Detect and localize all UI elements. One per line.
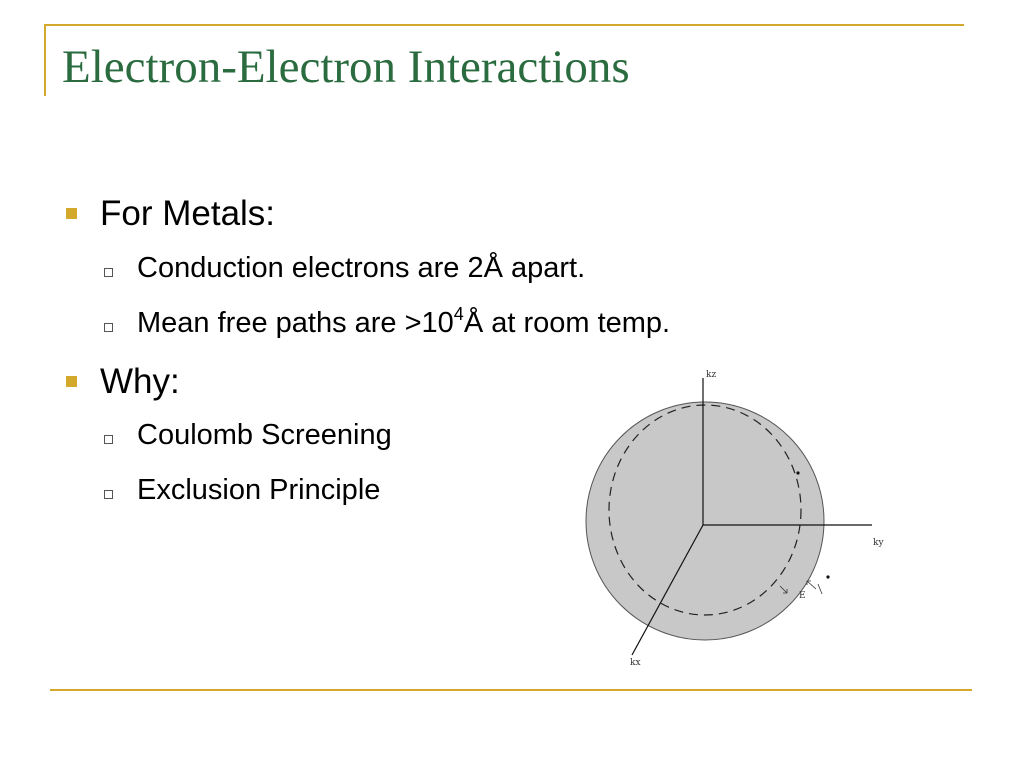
hollow-square-bullet-icon bbox=[104, 435, 113, 444]
ky-label: ky bbox=[873, 538, 884, 548]
mean-free-path-unit-text: Å at room temp. bbox=[463, 307, 671, 339]
bullet-text: For Metals: bbox=[100, 194, 276, 233]
sub-bullet-text: Coulomb Screening bbox=[137, 419, 392, 451]
fermi-sphere bbox=[586, 402, 824, 640]
sub-bullet-text: Exclusion Principle bbox=[137, 474, 381, 506]
energy-label: E bbox=[799, 591, 806, 601]
fermi-sphere-diagram bbox=[560, 360, 900, 670]
exponent: 4 bbox=[453, 304, 464, 324]
slide-title: Electron-Electron Interactions bbox=[62, 41, 630, 93]
kz-label: kz bbox=[706, 370, 717, 380]
bottom-frame-line bbox=[50, 689, 972, 691]
mean-free-path-text: Mean free paths are >10 bbox=[137, 307, 454, 339]
hollow-square-bullet-icon bbox=[104, 268, 113, 277]
square-bullet-icon bbox=[66, 376, 77, 387]
hollow-square-bullet-icon bbox=[104, 323, 113, 332]
electron-dot bbox=[796, 471, 799, 474]
left-frame-line bbox=[44, 24, 46, 96]
bullet-text: Why: bbox=[100, 362, 180, 401]
hollow-square-bullet-icon bbox=[104, 490, 113, 499]
kx-label: kx bbox=[630, 658, 641, 668]
sub-bullet-text bbox=[137, 304, 671, 339]
electron-dot bbox=[826, 575, 829, 578]
sub-bullet-text: Conduction electrons are 2Å apart. bbox=[137, 252, 586, 284]
top-frame-line bbox=[44, 24, 964, 26]
square-bullet-icon bbox=[66, 208, 77, 219]
